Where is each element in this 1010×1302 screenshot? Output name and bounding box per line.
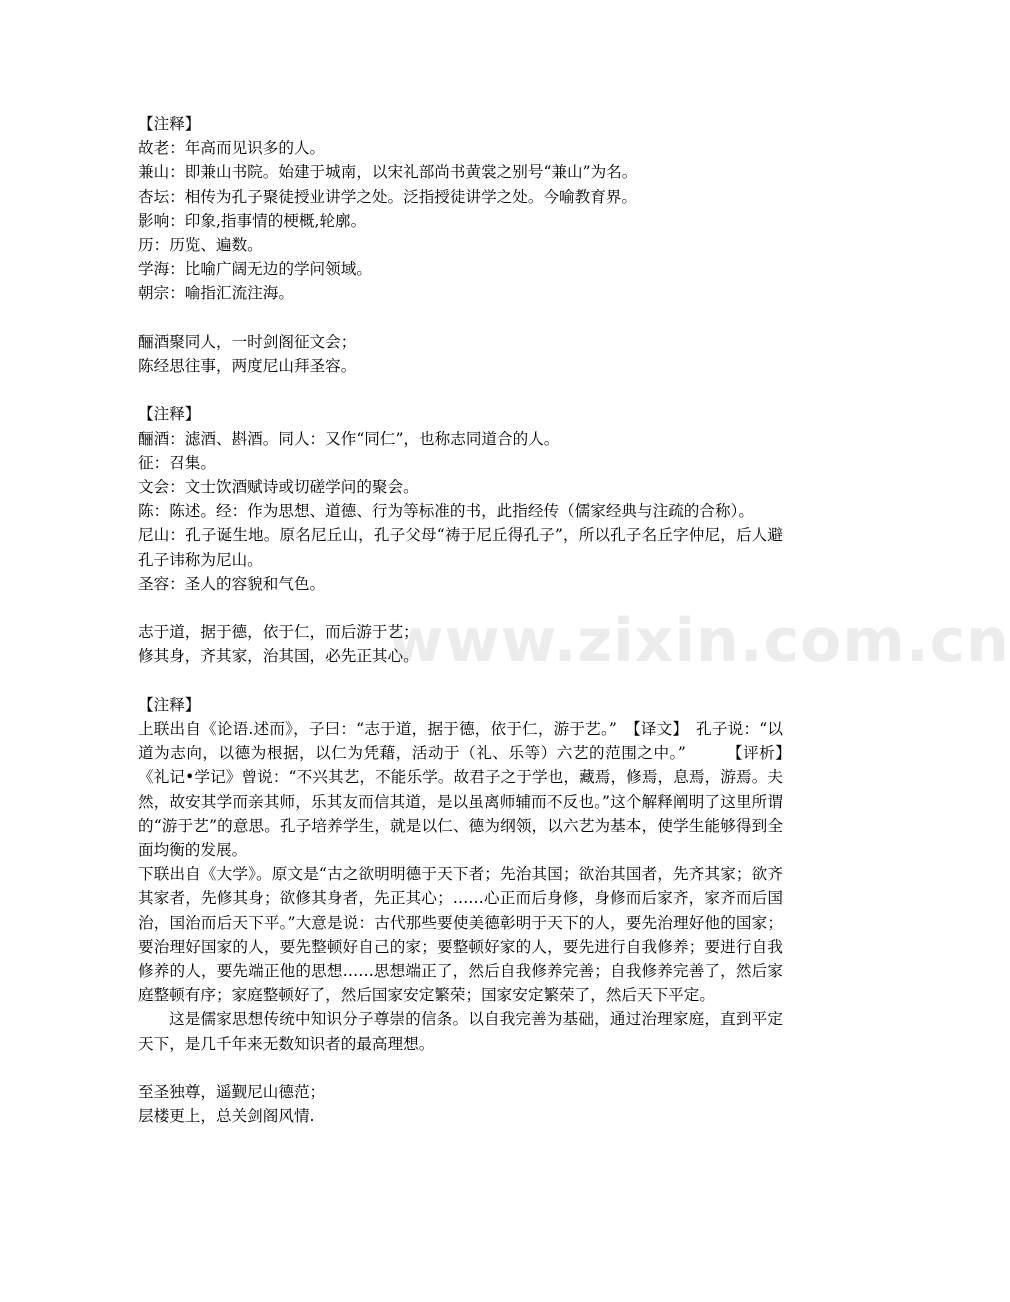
note-paragraph: 这是儒家思想传统中知识分子尊崇的信条。以自我完善为基础，通过治理家庭，直到平定天下，是几千年来无数知识者的最高理想。 bbox=[138, 1010, 783, 1053]
notes-section-1 bbox=[138, 112, 783, 306]
couplet-4 bbox=[138, 1080, 783, 1128]
notes-heading: 【注释】 bbox=[138, 695, 201, 714]
notes-heading: 【注释】 bbox=[138, 405, 201, 424]
note-line: 故老：年高而见识多的人。 bbox=[138, 139, 326, 158]
note-item: 酾酒：滤酒、斟酒。同人：又作“同仁”，也称志同道合的人。 bbox=[138, 429, 560, 448]
couplet-line: 层楼更上，总关剑阁风情. bbox=[138, 1107, 315, 1126]
note-item: 陈：陈述。经：作为思想、道德、行为等标准的书，此指经传（儒家经典与注疏的合称）。 bbox=[138, 502, 754, 521]
note-line: 影响：印象,指事情的梗概,轮廓。 bbox=[138, 211, 367, 230]
note-line: 杏坛：相传为孔子聚徒授业讲学之处。泛指授徒讲学之处。今喻教育界。 bbox=[138, 187, 638, 206]
couplet-3 bbox=[138, 620, 783, 668]
couplet-line: 修其身，齐其家，治其国，必先正其心。 bbox=[138, 647, 419, 666]
note-paragraph: 上联出自《论语.述而》，子曰：“志于道，据于德，依于仁，游于艺。” 【译文】 孔子说：“以道为志向，以德为根据，以仁为凭藉，活动于（礼、乐等）六艺的范围之中。” 【评析】 《礼记•学记》曾说：“不兴其艺，不能乐学。故君子之于学也，藏焉，修焉，息焉，游焉。夫然，故安其学而亲其师，乐其友而信其道，是以虽离师辅而不反也。”这个解释阐明了这里所谓的“游于艺”的意思。孔子培养学生，就是以仁、德为纲领，以六艺为基本，使学生能够得到全面均衡的发展。 bbox=[138, 720, 799, 860]
note-paragraph: 下联出自《大学》。原文是“古之欲明明德于天下者；先治其国；欲治其国者，先齐其家；欲齐其家者，先修其身；欲修其身者，先正其心；……心正而后身修，身修而后家齐，家齐而后国治，国治而后天下平。”大意是说：古代那些要使美德彰明于天下的人，要先治理好他的国家；要治理好国家的人，要先整顿好自己的家；要整顿好家的人，要先进行自我修养；要进行自我修养的人，要先端正他的思想……思想端正了，然后自我修养完善；自我修养完善了，然后家庭整顿有序；家庭整顿好了，然后国家安定繁荣；国家安定繁荣了，然后天下平定。 bbox=[138, 865, 783, 1005]
note-item: 征：召集。 bbox=[138, 453, 216, 472]
couplet-2 bbox=[138, 330, 783, 378]
document-page bbox=[138, 112, 799, 1128]
notes-section-2 bbox=[138, 402, 783, 596]
couplet-line: 陈经思往事，两度尼山拜圣容。 bbox=[138, 357, 357, 376]
note-line: 朝宗：喻指汇流注海。 bbox=[138, 284, 294, 303]
watermark: www.zixin.com.cn bbox=[388, 606, 1010, 676]
note-item: 尼山：孔子诞生地。原名尼丘山，孔子父母“祷于尼丘得孔子”，所以孔子名丘字仲尼，后人避孔子讳称为尼山。 bbox=[138, 526, 783, 569]
note-item: 圣容：圣人的容貌和气色。 bbox=[138, 574, 326, 593]
couplet-line: 至圣独尊，遥觐尼山德范； bbox=[138, 1083, 326, 1102]
note-line: 兼山：即兼山书院。始建于城南，以宋礼部尚书黄裳之别号“兼山”为名。 bbox=[138, 163, 638, 182]
notes-heading: 【注释】 bbox=[138, 115, 201, 133]
couplet-line: 酾酒聚同人，一时剑阁征文会； bbox=[138, 332, 357, 351]
note-item: 文会：文士饮酒赋诗或切磋学问的聚会。 bbox=[138, 478, 419, 497]
notes-section-3 bbox=[138, 693, 799, 1056]
note-line: 历：历览、遍数。 bbox=[138, 236, 263, 255]
couplet-line: 志于道，据于德，依于仁，而后游于艺； bbox=[138, 623, 419, 642]
note-line: 学海：比喻广阔无边的学问领域。 bbox=[138, 260, 372, 279]
